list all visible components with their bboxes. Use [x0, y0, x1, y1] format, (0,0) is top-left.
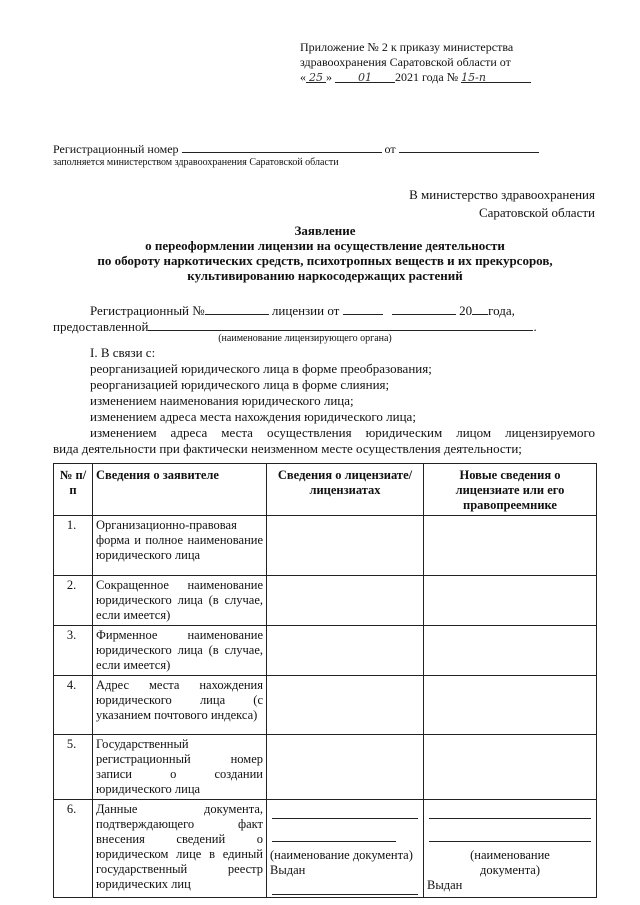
table-row: 4. Адрес места нахождения юридического лица (с указанием почтового индекса) — [54, 676, 597, 735]
header-num: № п/п — [54, 464, 93, 516]
license-day-field[interactable] — [343, 302, 383, 315]
appendix-date-line: « 25 » 01 2021 года № 15-п — [300, 70, 600, 85]
table-row: 3. Фирменное наименование юридического лица (в случае, если имеется) — [54, 626, 597, 676]
appendix-line-2: здравоохранения Саратовской области от — [300, 55, 511, 69]
appendix-reference — [300, 40, 600, 85]
new-info-cell[interactable] — [424, 576, 597, 626]
new-info-cell[interactable] — [424, 516, 597, 576]
license-year-field[interactable] — [472, 302, 488, 315]
recipient — [380, 187, 595, 221]
table-header-row — [54, 464, 597, 516]
licensee-cell[interactable] — [267, 735, 424, 800]
order-number-label: № — [446, 70, 459, 84]
recipient-line-2: Саратовской области — [478, 205, 595, 220]
registration-note: заполняется министерством здравоохранения Саратовской области — [53, 157, 339, 168]
applicant-info-table — [53, 463, 597, 898]
doc-name-hint: (наименование документа) — [270, 848, 413, 862]
new-info-doc-cell[interactable] — [424, 800, 597, 898]
issued-label: предоставленной — [53, 319, 149, 334]
license-line: Регистрационный № лицензии от 20 года, — [90, 303, 515, 318]
date-day: 25 — [306, 70, 326, 83]
registration-date-field[interactable] — [399, 140, 539, 153]
reason-item: изменением адреса места нахождения юридического лица; — [90, 409, 416, 424]
issuer-hint: (наименование лицензирующего органа) — [218, 333, 392, 344]
title-line-4: культивированию наркосодержащих растений — [187, 268, 463, 283]
licensee-cell[interactable] — [267, 626, 424, 676]
issued-label: Выдан — [427, 878, 463, 892]
title-line-3: по обороту наркотических средств, психотропных веществ и их прекурсоров, — [97, 253, 553, 268]
license-number-field[interactable] — [205, 302, 269, 315]
registration-from-label: от — [384, 142, 396, 156]
title-line-1: Заявление — [294, 223, 356, 238]
issuer-field[interactable] — [148, 318, 533, 331]
licensee-cell[interactable] — [267, 676, 424, 735]
license-from-label: лицензии от — [271, 303, 340, 318]
reasons-intro: I. В связи с: — [90, 345, 156, 360]
licensee-cell[interactable] — [267, 516, 424, 576]
order-number: 15-п — [461, 70, 531, 83]
table-row: 6. Данные документа, подтверждающего факт внесения сведений о юридическом лице в единый государственный реестр юридических лиц (наименование документа) Выдан (наименование документа) Выдан — [54, 800, 597, 898]
reason-item: реорганизацией юридического лица в форме преобразования; — [90, 361, 432, 376]
header-new-info: Новые сведения о лицензиате или его правопреемнике — [424, 464, 597, 516]
reason-item: реорганизацией юридического лица в форме слияния; — [90, 377, 390, 392]
registration-label: Регистрационный номер — [53, 142, 179, 156]
registration-number-line — [53, 140, 613, 157]
reasons-block — [90, 345, 595, 425]
doc-name-hint: (наименование документа) — [470, 848, 550, 877]
license-month-field[interactable] — [392, 302, 456, 315]
license-reg-label: Регистрационный № — [90, 303, 205, 318]
registration-number-field[interactable] — [182, 140, 382, 153]
licensee-cell[interactable] — [267, 576, 424, 626]
table-row: 2. Сокращенное наименование юридического лица (в случае, если имеется) — [54, 576, 597, 626]
reason-item: изменением наименования юридического лица; — [90, 393, 354, 408]
appendix-line-1: Приложение № 2 к приказу министерства — [300, 40, 514, 54]
date-year: 2021 года — [395, 70, 444, 84]
header-info: Сведения о заявителе — [93, 464, 267, 516]
title-line-2: о переоформлении лицензии на осуществление деятельности — [145, 238, 505, 253]
document-title — [40, 223, 610, 283]
table-row: 1. Организационно-правовая форма и полное наименование юридического лица — [54, 516, 597, 576]
issued-label: Выдан — [270, 863, 306, 877]
table-row: 5. Государственный регистрационный номер записи о создании юридического лица — [54, 735, 597, 800]
reason-last-line-2: вида деятельности при фактически неизменном месте осуществления деятельности; — [53, 441, 522, 456]
new-info-cell[interactable] — [424, 735, 597, 800]
license-issuer-line: предоставленной . — [53, 319, 537, 334]
reason-last-line-1: изменением адреса места осуществления юридическим лицом лицензируемого — [90, 425, 595, 440]
header-licensee: Сведения о лицензиате/лицензиатах — [267, 464, 424, 516]
recipient-line-1: В министерство здравоохранения — [409, 187, 595, 202]
licensee-doc-cell[interactable] — [267, 800, 424, 898]
new-info-cell[interactable] — [424, 626, 597, 676]
date-month: 01 — [335, 70, 395, 83]
new-info-cell[interactable] — [424, 676, 597, 735]
